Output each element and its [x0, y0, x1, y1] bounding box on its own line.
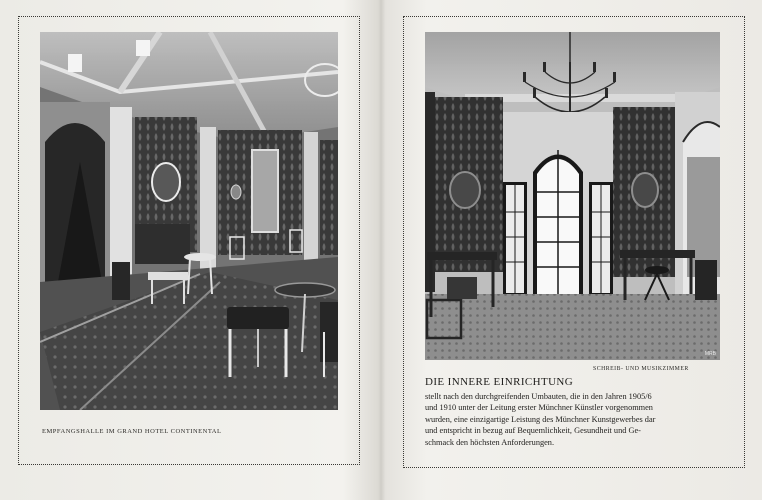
photo-studio-mark: MRB: [704, 351, 716, 357]
section-heading: DIE INNERE EINRICHTUNG: [425, 376, 574, 388]
right-photo-caption: SCHREIB- UND MUSIKZIMMER: [593, 366, 689, 372]
body-line: stellt nach den durchgreifenden Umbauten, die in den Jahren 1905/6: [425, 392, 652, 401]
body-line: und entspricht in bezug auf Bequemlichkeit, Gesundheit und Ge-: [425, 426, 641, 436]
reception-hall-photo: [40, 32, 338, 410]
writing-music-room-illustration: [425, 32, 720, 360]
body-paragraph: [425, 391, 725, 448]
body-line: wurden, eine einzigartige Leistung des Münchner Kunstgewerbes dar: [425, 414, 656, 424]
left-photo-caption: EMPFANGSHALLE IM GRAND HOTEL CONTINENTAL: [42, 428, 222, 435]
reception-hall-illustration: [40, 32, 338, 410]
body-line: schmack den höchsten Anforderungen.: [425, 437, 555, 447]
writing-music-room-photo: [425, 32, 720, 360]
body-line: und 1910 unter der Leitung erster Münchner Künstler vorgenommen: [425, 403, 653, 413]
